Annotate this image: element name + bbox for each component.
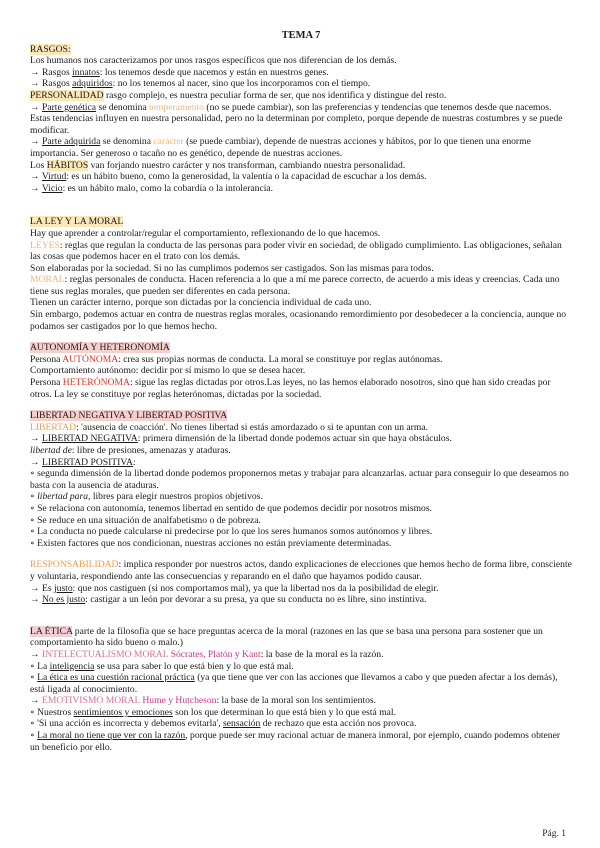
rasgos-adquiridos: → Rasgos adquiridos: no los tenemos al nacer, sino que los incorporamos con el tiempo. (30, 78, 371, 90)
etica-bullet-1: ∘ La inteligencia se usa para saber lo que está bien y lo que está mal. (30, 660, 294, 672)
justo-line: → Es justo: que nos castiguen (si nos comportamos mal), ya que la libertad nos da la posibilidad de elegir. (30, 582, 439, 594)
rasgos-innatos: → Rasgos innatos: los tenemos desde que nacemos y están en nuestros genes. (30, 66, 329, 78)
ley-line-3: Son elaboradas por la sociedad. Si no las cumplimos podemos ser castigados. Son las mismas para todos. (30, 262, 434, 274)
section-responsabilidad (30, 559, 572, 605)
habitos-line: Los HÁBITOS van forjando nuestro carácter y nos transforman, cambiando nuestra personalidad. (30, 159, 406, 171)
emotivismo-line: → EMOTIVISMO MORAL Hume y Hutcheson: la base de la moral son los sentimientos. (30, 695, 377, 707)
section-ley-moral (30, 216, 572, 332)
libertad-bullet-5: ∘ La conducta no puede calcularse ni predecirse por lo que los seres humanos somos autónomos y libres. (30, 526, 433, 538)
leyes-line: LEYES: reglas que regulan la conducta de las personas para poder vivir en sociedad, de obligado cumplimiento. Las obligaciones, señalan las cosas que podemos hacer en el trato con los demás. (30, 239, 562, 263)
autonoma-line: Persona AUTÓNOMA: crea sus propias normas de conducta. La moral se constituye por reglas autónomas. (30, 353, 443, 365)
ley-line-6: Sin embargo, podemos actuar en contra de nuestras reglas morales, ocasionando remordimiento por desobedecer a la conciencia, aunque no podamos ser castigados por lo que hemos hecho. (30, 309, 567, 332)
ley-line-5: Tienen un carácter interno, porque son dictadas por la conciencia individual de cada uno. (30, 297, 372, 309)
libertad-positiva-line: → LIBERTAD POSITIVA: (30, 456, 136, 468)
rasgos-intro: Los humanos nos caracterizamos por unos rasgos específicos que nos diferencian de los demás. (30, 55, 397, 67)
libertad-bullet-3: ∘ Se relaciona con autonomía, tenemos libertad en sentido de que podemos decidir por nosotros mismos. (30, 502, 432, 514)
heteronoma-line: Persona HETERÓNOMA: sigue las reglas dictadas por otros.Las leyes, no las hemos elaborado nosotros, sino que han sido creadas por otros. La ley se constituye por reglas heterónomas, dictadas por la sociedad. (30, 377, 551, 400)
vicio-line: → Vicio: es un hábito malo, como la cobardía o la intolerancia. (30, 182, 274, 194)
comportamiento-line: Comportamiento autónomo: decidir por sí mismo lo que se desea hacer. (30, 365, 306, 377)
heading-rasgos: RASGOS: (30, 43, 71, 55)
heading-ley-moral: LA LEY Y LA MORAL (30, 216, 124, 228)
heading-autonomia: AUTONOMÍA Y HETERONOMÍA (30, 342, 170, 354)
libertad-bullet-4: ∘ Se reduce en una situación de analfabetismo o de pobreza. (30, 514, 261, 526)
responsabilidad-line: RESPONSABILIDAD: implica responder por nuestros actos, dando explicaciones de elecciones que hemos hecho de forma libre, consciente y voluntaria, respondiendo ante las consecuencias y reparando en el daño que hayamos podido causar. (30, 559, 572, 582)
document-page (30, 30, 572, 753)
etica-line: LA ÉTICA parte de la filosofía que se hace preguntas acerca de la moral (razones en las que se basa una persona para sostener que un comportamiento ha sido bueno o malo.) (30, 625, 543, 649)
ley-line-1: Hay que aprender a controlar/regular el comportamiento, reflexionando de lo que hacemos. (30, 227, 381, 239)
libertad-line: LIBERTAD: 'ausencia de coacción'. No tienes libertad si estás amordazado o si te apuntan con un arma. (30, 421, 428, 433)
parte-adquirida: → Parte adquirida se denomina carácter (se puede cambiar), depende de nuestras acciones y hábitos, por lo que tienen una enorme importancia. Ser generoso o tacaño no es genético, depende de nuestras acciones. (30, 136, 531, 159)
personalidad-line: PERSONALIDAD rasgo complejo, es nuestra peculiar forma de ser, que nos identifica y distingue del resto. (30, 89, 447, 101)
virtud-line: → Virtud: es un hábito bueno, como la generosidad, la valentía o la capacidad de escuchar a los demás. (30, 171, 427, 183)
section-autonomia (30, 342, 572, 400)
etica-bullet-4: ∘ 'Si una acción es incorrecta y debemos evitarla', sensación de rechazo que esta acción nos provoca. (30, 718, 417, 730)
section-libertad (30, 410, 572, 549)
etica-bullet-3: ∘ Nuestros sentimientos y emociones son los que determinan lo que está bien y lo que está mal. (30, 706, 396, 718)
parte-genetica: → Parte genética se denomina temperamento (no se puede cambiar), son las preferencias y tendencias que tenemos desde que nacemos. Estas tendencias influyen en nuestra personalidad, pero no la determinan por completo, porque depende de nuestras costumbres y se puede modificar. (30, 101, 563, 136)
libertad-bullet-6: ∘ Existen factores que nos condicionan, nuestras acciones no están previamente determinadas. (30, 537, 392, 549)
page-title: TEMA 7 (281, 30, 321, 41)
libertad-de-line: libertad de: libre de presiones, amenazas y ataduras. (30, 445, 231, 456)
moral-line: MORAL: reglas personales de conducta. Hacen referencia a lo que a mí me parece correcto, de acuerdo a mis ideas y creencias. Cada uno tiene sus reglas morales, que pueden ser diferentes en cada persona. (30, 274, 560, 297)
no-justo-line: → No es justo: castigar a un león por devorar a su presa, ya que su conducta no es libre, sino instintiva. (30, 594, 427, 606)
libertad-negativa-line: → LIBERTAD NEGATIVA: primera dimensión de la libertad donde podemos actuar sin que haya obstáculos. (30, 433, 452, 445)
etica-bullet-2: ∘ La ética es una cuestión racional práctica (ya que tiene que ver con las acciones que llevamos a cabo y que pueden afectar a los demás), está ligada al conocimiento. (30, 672, 558, 695)
section-etica (30, 626, 572, 754)
intelectualismo-line: → INTELECTUALISMO MORAL Sócrates, Platón y Kant: la base de la moral es la razón. (30, 648, 384, 660)
section-rasgos (30, 44, 572, 195)
page-number: Pág. 1 (542, 829, 566, 839)
heading-libertad: LIBERTAD NEGATIVA Y LIBERTAD POSITIVA (30, 410, 228, 422)
etica-bullet-5: ∘ La moral no tiene que ver con la razón, porque puede ser muy racional actuar de manera inmoral, por ejemplo, cuando podemos obtener un beneficio por ello. (30, 730, 561, 753)
libertad-bullet-2: ∘ libertad para, libres para elegir nuestros propios objetivos. (30, 491, 263, 503)
libertad-bullet-1: ∘ segunda dimensión de la libertad donde podemos proponernos metas y trabajar para alcanzarlas. actuar para conseguir lo que deseamos no basta con la ausencia de ataduras. (30, 468, 569, 491)
